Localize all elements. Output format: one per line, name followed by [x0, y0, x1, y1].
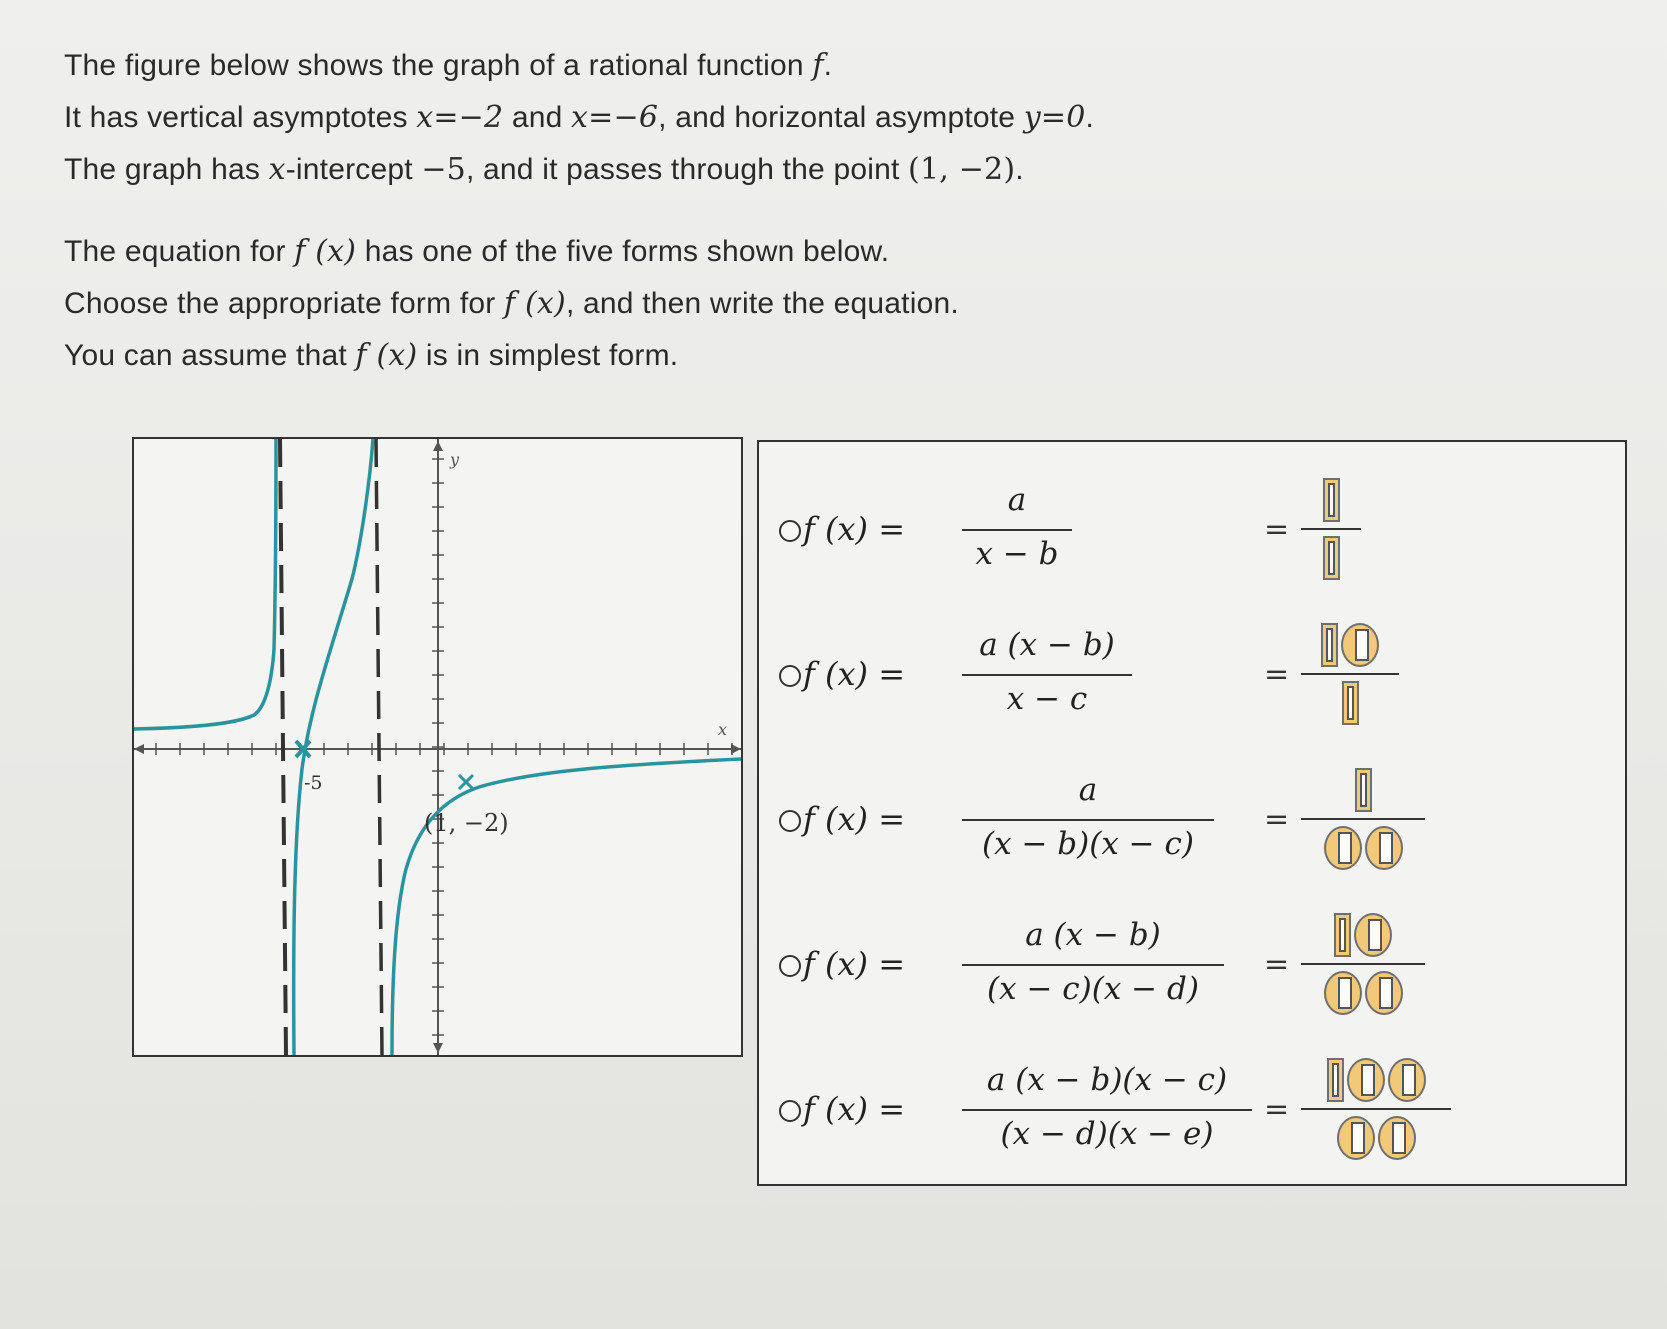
radio-option-5[interactable] — [779, 1100, 801, 1122]
answer-slot[interactable] — [1355, 768, 1372, 812]
form-2-lhs: f (x) = — [803, 655, 906, 693]
answer-factor-slot[interactable] — [1354, 913, 1392, 957]
answer-forms-panel — [757, 440, 1627, 1186]
answer-factor-slot[interactable] — [1347, 1058, 1385, 1102]
form-2-answer[interactable] — [1301, 617, 1399, 741]
form-2-denominator: x − c — [1006, 681, 1088, 717]
y-axis-bottom-arrow — [433, 1043, 443, 1053]
prompt-line-4: The equation for f (x) has one of the five forms shown below. — [64, 234, 890, 269]
answer-factor-slot[interactable] — [1324, 826, 1362, 870]
form-1-equals: = — [1264, 512, 1290, 547]
answer-slot[interactable] — [1342, 681, 1359, 725]
answer-factor-slot[interactable] — [1388, 1058, 1426, 1102]
asymptote-x-neg2 — [376, 439, 382, 1055]
form-2-equals: = — [1264, 657, 1290, 692]
form-option-5[interactable] — [779, 1052, 1599, 1172]
prompt-line-2: It has vertical asymptotes x=−2 and x=−6, and horizontal asymptote y=0. — [64, 100, 1095, 135]
form-3-equals: = — [1264, 802, 1290, 837]
question-prompt — [64, 40, 1464, 382]
function-graph — [132, 437, 743, 1057]
asymptote-x-neg6 — [280, 439, 286, 1055]
form-1-numerator: a — [1007, 482, 1027, 518]
form-5-answer[interactable] — [1301, 1052, 1451, 1176]
form-2-numerator: a (x − b) — [979, 627, 1115, 663]
curve-left-branch — [134, 439, 276, 729]
prompt-line-1: The figure below shows the graph of a rational function f. — [64, 48, 833, 83]
prompt-line-5: Choose the appropriate form for f (x), and then write the equation. — [64, 286, 959, 321]
answer-factor-slot[interactable] — [1365, 826, 1403, 870]
answer-factor-slot[interactable] — [1324, 971, 1362, 1015]
answer-slot[interactable] — [1321, 623, 1338, 667]
form-2-fraction — [962, 617, 1132, 727]
curve-right-branch — [392, 759, 741, 1055]
point-label: (1, −2) — [424, 809, 509, 837]
x-axis-label: x — [718, 720, 728, 739]
answer-slot[interactable] — [1334, 913, 1351, 957]
form-5-lhs: f (x) = — [803, 1090, 906, 1128]
form-3-denominator: (x − b)(x − c) — [982, 826, 1194, 862]
answer-slot[interactable] — [1323, 478, 1340, 522]
form-option-3[interactable] — [779, 762, 1599, 882]
y-axis-label: y — [450, 450, 460, 469]
form-3-fraction — [962, 762, 1214, 872]
form-option-1[interactable] — [779, 472, 1599, 592]
answer-factor-slot[interactable] — [1378, 1116, 1416, 1160]
answer-factor-slot[interactable] — [1365, 971, 1403, 1015]
form-4-answer[interactable] — [1301, 907, 1425, 1031]
answer-factor-slot[interactable] — [1337, 1116, 1375, 1160]
form-4-numerator: a (x − b) — [1025, 917, 1161, 953]
prompt-line-6: You can assume that f (x) is in simplest form. — [64, 338, 679, 373]
x-intercept-label: -5 — [304, 772, 323, 794]
form-3-answer[interactable] — [1301, 762, 1425, 886]
x-axis-left-arrow — [134, 744, 144, 754]
prompt-line-3: The graph has x-intercept −5, and it passes through the point (1, −2). — [64, 152, 1024, 187]
radio-option-3[interactable] — [779, 810, 801, 832]
radio-option-1[interactable] — [779, 520, 801, 542]
form-1-answer[interactable] — [1301, 472, 1361, 596]
answer-slot[interactable] — [1327, 1058, 1344, 1102]
form-4-denominator: (x − c)(x − d) — [987, 971, 1199, 1007]
form-1-denominator: x − b — [975, 536, 1059, 572]
form-5-numerator: a (x − b)(x − c) — [986, 1062, 1228, 1098]
answer-slot[interactable] — [1323, 536, 1340, 580]
form-option-4[interactable] — [779, 907, 1599, 1027]
form-1-lhs: f (x) = — [803, 510, 906, 548]
radio-option-4[interactable] — [779, 955, 801, 977]
form-5-denominator: (x − d)(x − e) — [1000, 1116, 1214, 1152]
form-3-numerator: a — [1078, 772, 1098, 808]
form-option-2[interactable] — [779, 617, 1599, 737]
y-axis-top-arrow — [433, 441, 443, 451]
form-1-fraction — [962, 472, 1072, 582]
form-4-fraction — [962, 907, 1224, 1017]
radio-option-2[interactable] — [779, 665, 801, 687]
answer-factor-slot[interactable] — [1341, 623, 1379, 667]
form-5-fraction — [962, 1052, 1252, 1162]
form-4-lhs: f (x) = — [803, 945, 906, 983]
form-5-equals: = — [1264, 1092, 1290, 1127]
form-3-lhs: f (x) = — [803, 800, 906, 838]
graph-svg — [134, 439, 741, 1055]
form-4-equals: = — [1264, 947, 1290, 982]
